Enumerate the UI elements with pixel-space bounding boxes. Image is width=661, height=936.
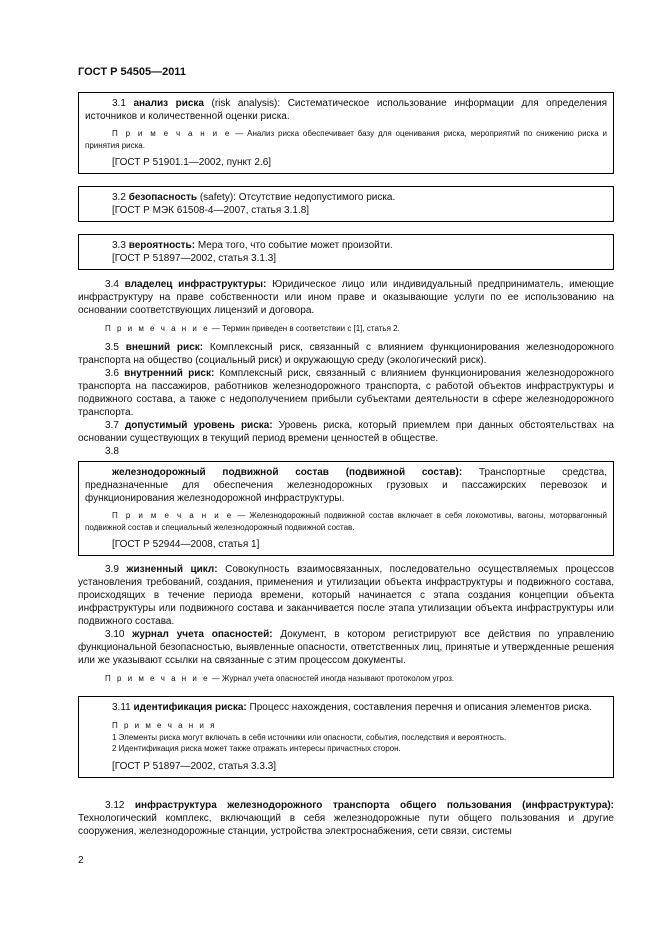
term-number: 3.9 xyxy=(105,564,119,575)
term-definition: Процесс нахождения, составления перечня и описания элементов риска. xyxy=(246,702,592,713)
term-definition: Мера того, что событие может произойти. xyxy=(195,240,393,251)
note-3-8 xyxy=(85,510,607,533)
term-name: инфраструктура железнодорожного транспорта общего пользования (инфраструктура): xyxy=(134,800,614,811)
term-3-3 xyxy=(85,239,607,252)
ref-3-3: [ГОСТ Р 51897—2002, статья 3.1.3] xyxy=(112,253,277,264)
term-3-11 xyxy=(85,701,607,714)
term-number: 3.5 xyxy=(105,341,119,353)
term-name: безопасность xyxy=(128,192,198,203)
term-definition: (safety): Отсутствие недопустимого риска. xyxy=(197,192,396,203)
note-3-1 xyxy=(85,128,607,151)
term-definition: Юридическое лицо или индивидуальный предприниматель, имеющие инфраструктуру на праве собственности или ином праве и оказывающие услуги по ее использованию на основании соответствующих лицензий и договора. xyxy=(78,279,614,316)
term-name: вероятность: xyxy=(128,240,196,251)
term-number: 3.1 xyxy=(112,98,126,109)
term-number: 3.6 xyxy=(105,367,119,379)
term-name: владелец инфраструктуры: xyxy=(124,279,267,290)
term-number: 3.3 xyxy=(112,240,126,251)
term-number: 3.7 xyxy=(105,419,119,431)
term-definition: (risk analysis): Систематическое использование информации для определения источников и количественной оценки риска. xyxy=(85,98,607,122)
term-definition: Комплексный риск, связанный с влиянием функционирования железнодорожного транспорта на общество (социальный риск) и окружающую среду (экологический риск). xyxy=(78,341,614,366)
document-header: ГОСТ Р 54505—2011 xyxy=(78,66,186,78)
note-label: П р и м е ч а н и е xyxy=(105,324,210,333)
term-name: допустимый уровень риска: xyxy=(124,419,273,431)
term-name: внутренний риск: xyxy=(124,367,215,379)
term-definition: Документ, в котором регистрируют все действия по управлению функциональной безопасностью, выявленные опасности, ответственных лиц, принятые и утвержденные решения или же указывают ссылки на связанные с этим процессом документы. xyxy=(78,629,615,666)
note-3-11-1: 1 Элементы риска могут включать в себя источники или опасности, события, последствия и вероятность. xyxy=(112,732,507,742)
term-3-1 xyxy=(85,97,607,123)
term-box-3-11 xyxy=(78,696,614,778)
term-box-3-1 xyxy=(78,92,614,174)
terms-3-9-to-3-10 xyxy=(78,563,614,685)
ref-3-1: [ГОСТ Р 51901.1—2002, пункт 2.6] xyxy=(112,157,272,168)
term-name: жизненный цикл: xyxy=(126,564,218,575)
term-3-8 xyxy=(85,466,607,505)
note-text: — Анализ риска обеспечивает базу для оценивания риска, мероприятий по снижению риска и принятия риска. xyxy=(85,129,608,150)
term-definition: Технологический комплекс, включающий в себя железнодорожные пути общего пользования и другие сооружения, железнодорожные станции, устройства электроснабжения, сети связи, системы xyxy=(78,813,614,837)
term-definition: Комплексный риск, связанный с влиянием функционирования железнодорожного транспорта на пассажиров, работников железнодорожного транспорта, с работой объектов инфраструктуры и подвижного состава, а также с недополучением прибыли субъектами деятельности в сфере железнодорожного транспорта. xyxy=(78,367,614,418)
note-3-10 xyxy=(78,673,614,685)
term-number: 3.10 xyxy=(105,629,125,640)
term-number: 3.2 xyxy=(112,192,126,203)
term-3-2 xyxy=(85,191,607,204)
term-box-3-2 xyxy=(78,186,614,222)
term-3-9 xyxy=(78,563,614,628)
ref-3-2: [ГОСТ Р МЭК 61508-4—2007, статья 3.1.8] xyxy=(112,205,310,216)
note-text: — Железнодорожный подвижной состав включает в себя локомотивы, вагоны, моторвагонный подвижной состав и специальный железнодорожный подвижной состав. xyxy=(85,511,607,532)
note-label: П р и м е ч а н и е xyxy=(105,674,210,683)
term-3-10 xyxy=(78,628,614,667)
term-3-7 xyxy=(78,419,614,445)
term-number: 3.11 xyxy=(112,702,131,713)
term-number: 3.12 xyxy=(105,800,125,811)
notes-label-3-11: П р и м е ч а н и я xyxy=(112,721,217,730)
term-definition: Совокупность взаимосвязанных, последовательно осуществляемых процессов установления требований, создания, применения и утилизации объекта инфраструктуры и подвижного состава, происходящих в течение периода времени, который начинается с этапа создания концепции объекта инфраструктуры или подвижного состава и заканчивается после этапа утилизации объекта инфраструктуры или подвижного состава. xyxy=(78,564,615,627)
term-name: журнал учета опасностей: xyxy=(132,629,273,640)
terms-3-4-to-3-7 xyxy=(78,278,614,458)
page-number: 2 xyxy=(78,855,84,866)
note-3-4 xyxy=(78,323,614,335)
note-text: — Термин приведен в соответствии с [1], статья 2. xyxy=(209,324,400,333)
term-box-3-8 xyxy=(78,461,614,556)
term-box-3-3 xyxy=(78,234,614,270)
term-name: железнодорожный подвижной состав (подвижной состав): xyxy=(112,467,463,478)
term-name: идентификация риска: xyxy=(133,702,247,713)
note-3-11-2: 2 Идентификация риска может также отражать интересы причастных сторон. xyxy=(112,744,401,753)
note-label: П р и м е ч а н и е xyxy=(112,129,232,138)
note-text: — Журнал учета опасностей иногда называют протоколом угроз. xyxy=(209,674,455,683)
note-label: П р и м е ч а н и е xyxy=(112,511,234,520)
term-number-3-8: 3.8 xyxy=(105,445,119,457)
term-number: 3.4 xyxy=(105,279,119,290)
term-3-4 xyxy=(78,278,614,317)
term-name: внешний риск: xyxy=(125,341,204,353)
term-name: анализ риска xyxy=(133,98,204,109)
term-definition: Уровень риска, который приемлем при данных обстоятельствах на основании существующих в текущий период времени ценностей в обществе. xyxy=(78,419,614,444)
ref-3-11: [ГОСТ Р 51897—2002, статья 3.3.3] xyxy=(112,760,277,772)
term-definition: Транспортные средства, предназначенные для обеспечения железнодорожных грузовых и пассажирских перевозок и функционирования железнодорожной инфраструктуры. xyxy=(85,467,607,504)
term-3-6 xyxy=(78,367,614,419)
term-3-12 xyxy=(78,799,614,838)
ref-3-8: [ГОСТ Р 52944—2008, статья 1] xyxy=(112,539,260,550)
term-3-5 xyxy=(78,341,614,367)
term-block-3-12 xyxy=(78,799,614,838)
